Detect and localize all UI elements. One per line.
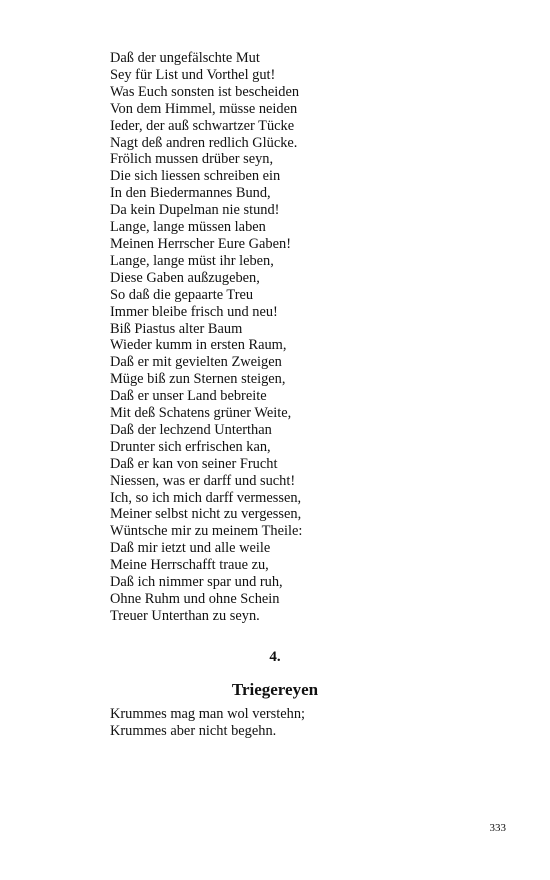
poem-line: Meine Herrschafft traue zu,	[110, 557, 269, 574]
poem-body	[110, 50, 440, 625]
epigram-body	[110, 706, 440, 740]
poem-line: Wüntsche mir zu meinem Theile:	[110, 523, 303, 540]
poem-line: Ohne Ruhm und ohne Schein	[110, 591, 280, 607]
poem-line: Meiner selbst nicht zu vergessen,	[110, 506, 302, 523]
poem-line: Biß Piastus alter Baum	[110, 320, 243, 337]
poem-line: Sey für List und Vorthel gut!	[110, 66, 276, 83]
poem-line: Ich, so ich mich darff vermessen,	[110, 489, 302, 506]
poem-line: Die sich liessen schreiben ein	[110, 168, 281, 185]
poem-line: Frölich mussen drüber seyn,	[110, 151, 274, 168]
poem-line: Daß er mit gevielten Zweigen	[110, 354, 282, 371]
poem-line: Immer bleibe frisch und neu!	[110, 303, 278, 320]
epigram-line: Krummes mag man wol verstehn;	[110, 706, 306, 722]
poem-line: Lange, lange müst ihr leben,	[110, 252, 274, 269]
poem-line: Daß der lechzend Unterthan	[110, 421, 272, 438]
poem-line: In den Biedermannes Bund,	[110, 185, 271, 202]
poem-line: Wieder kumm in ersten Raum,	[110, 337, 287, 354]
poem-line: Daß er unser Land bebreite	[110, 388, 267, 405]
section-number-text: 4.	[269, 649, 281, 665]
poem-line: Nagt deß andren redlich Glücke.	[110, 134, 298, 151]
poem-line: Daß der ungefälschte Mut	[110, 50, 260, 66]
section-title-text: Triegereyen	[231, 680, 319, 699]
section-title	[110, 680, 440, 700]
poem-line: Daß ich nimmer spar und ruh,	[110, 574, 283, 591]
poem-line: So daß die gepaarte Treu	[110, 286, 254, 303]
poem-line: Ieder, der auß schwartzer Tücke	[110, 117, 295, 134]
epigram-line: Krummes aber nicht begehn.	[110, 722, 277, 739]
poem-line: Meinen Herrscher Eure Gaben!	[110, 235, 291, 252]
poem-line: Diese Gaben außzugeben,	[110, 269, 260, 286]
poem-line: Mit deß Schatens grüner Weite,	[110, 405, 292, 422]
poem-line: Treuer Unterthan zu seyn.	[110, 607, 260, 624]
poem-line: Lange, lange müssen laben	[110, 219, 266, 236]
poem-line: Von dem Himmel, müsse neiden	[110, 100, 298, 117]
poem-line: Drunter sich erfrischen kan,	[110, 438, 271, 455]
poem-line: Müge biß zun Sternen steigen,	[110, 371, 286, 388]
poem-line: Daß mir ietzt und alle weile	[110, 540, 271, 557]
poem-line: Was Euch sonsten ist bescheiden	[110, 83, 300, 100]
page-number: 333	[489, 822, 506, 834]
poem-line: Daß er kan von seiner Frucht	[110, 455, 278, 472]
section-number	[110, 648, 440, 666]
poem-line: Niessen, was er darff und sucht!	[110, 472, 296, 489]
poem-line: Da kein Dupelman nie stund!	[110, 202, 280, 219]
